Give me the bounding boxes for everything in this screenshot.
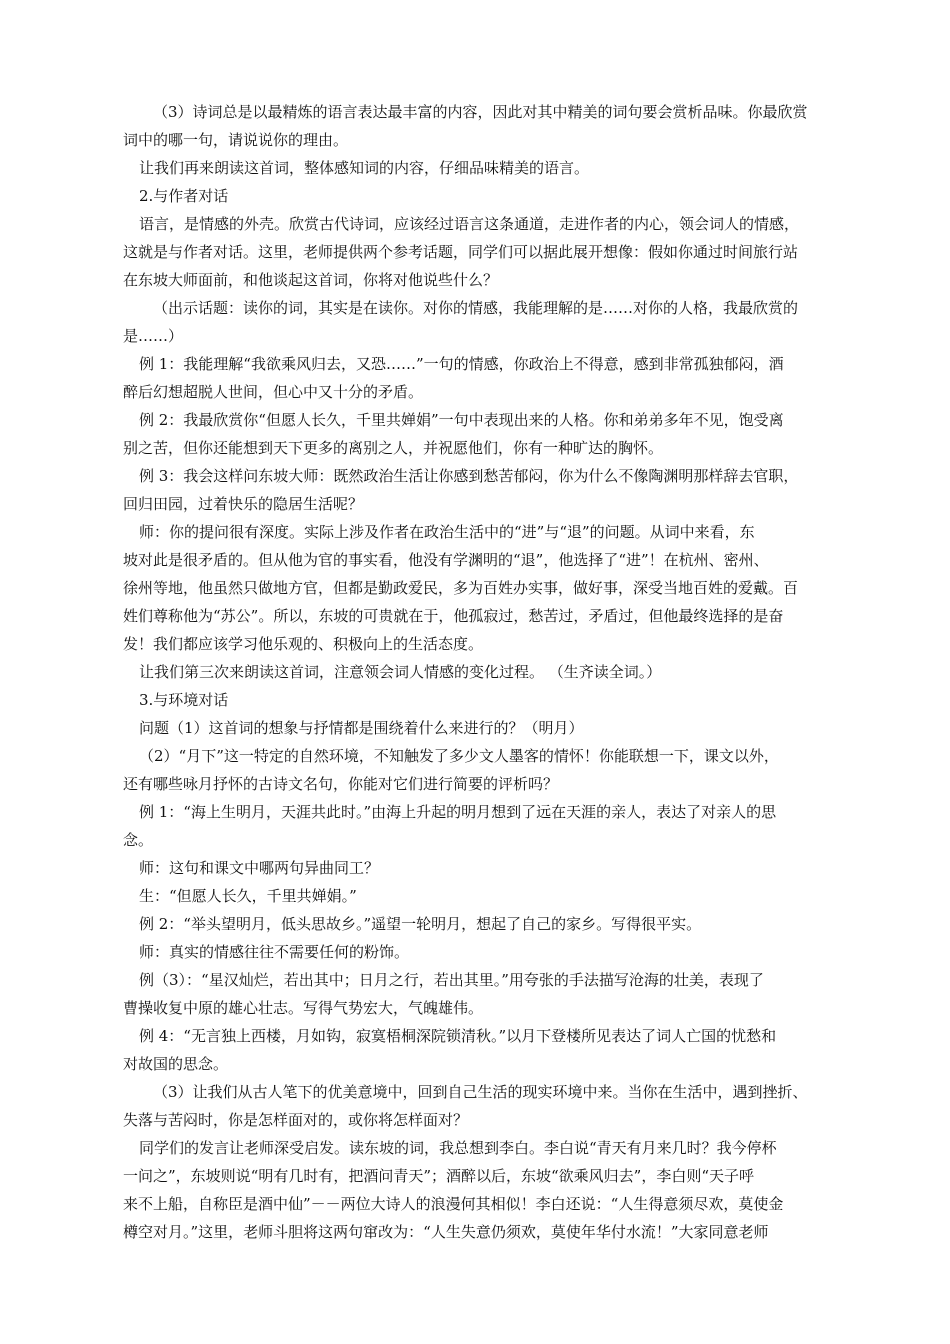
paragraph-example-1: 例 1：我能理解“我欲乘风归去，又恐……”一句的情感，你政治上不得意，感到非常孤独郁闷，酒 醉后幻想超脱人世间，但心中又十分的矛盾。 xyxy=(123,355,784,401)
paragraph-moon-example-2: 例 2：“举头望明月，低头思故乡。”遥望一轮明月，想起了自己的家乡。写得很平实。 xyxy=(139,915,702,933)
paragraph-3-appreciation-question: （3）诗词总是以最精炼的语言表达最丰富的内容，因此对其中精美的词句要会赏析品味。你最欣赏 词中的哪一句，请说说你的理由。 xyxy=(123,103,808,149)
section-heading-2: 2.与作者对话 xyxy=(139,187,229,205)
paragraph-question-3: （3）让我们从古人笔下的优美意境中，回到自己生活的现实环境中来。当你在生活中，遇到挫折、 失落与苦闷时，你是怎样面对的，或你将怎样面对？ xyxy=(123,1083,808,1129)
paragraph-moon-example-3: 例（3）：“星汉灿烂，若出其中；日月之行，若出其里。”用夸张的手法描写沧海的壮美，表现了 曹操收复中原的雄心壮志。写得气势宏大，气魄雄伟。 xyxy=(123,971,764,1017)
paragraph-dialogue-with-author: 语言，是情感的外壳。欣赏古代诗词，应该经过语言这条通道，走进作者的内心，领会词人的情感， 这就是与作者对话。这里，老师提供两个参考话题，同学们可以据此展开想像：假如你通过时间旅行站 在东坡大师面前，和他谈起这首词，你将对他说些什么？ xyxy=(123,215,800,289)
paragraph-topic-prompt: （出示话题：读你的词，其实是在读你。对你的情感，我能理解的是……对你的人格，我最欣赏的 是……） xyxy=(123,299,799,345)
paragraph-teacher-comment: 师：真实的情感往往不需要任何的粉饰。 xyxy=(139,943,410,961)
paragraph-reread-instruction: 让我们再来朗读这首词，整体感知词的内容，仔细品味精美的语言。 xyxy=(139,159,590,177)
paragraph-moon-example-1: 例 1：“海上生明月，天涯共此时。”由海上升起的明月想到了远在天涯的亲人，表达了对亲人的思 念。 xyxy=(123,803,777,849)
paragraph-question-1: 问题（1）这首词的想象与抒情都是围绕着什么来进行的？（明月） xyxy=(139,719,584,737)
section-heading-3: 3.与环境对话 xyxy=(139,691,229,709)
paragraph-teacher-question: 师：这句和课文中哪两句异曲同工？ xyxy=(139,859,380,877)
paragraph-example-3: 例 3：我会这样问东坡大师：既然政治生活让你感到愁苦郁闷，你为什么不像陶渊明那样辞去官职， 回归田园，过着快乐的隐居生活呢？ xyxy=(123,467,799,513)
paragraph-moon-example-4: 例 4：“无言独上西楼，月如钩，寂寞梧桐深院锁清秋。”以月下登楼所见表达了词人亡国的忧愁和 对故国的思念。 xyxy=(123,1027,777,1073)
paragraph-teacher-response: 师：你的提问很有深度。实际上涉及作者在政治生活中的“进”与“退”的问题。从词中来看，东 坡对此是很矛盾的。但从他为官的事实看，他没有学渊明的“退”，他选择了“进”！在杭州、密州、 徐州等地，他虽然只做地方官，但都是勤政爱民，多为百姓办实事，做好事，深受当地百姓的爱戴。百 姓们尊称他为“苏公”。所以，东坡的可贵就在于，他孤寂过，愁苦过，矛盾过，但他最终选择的是奋 发！我们都应该学习他乐观的、积极向上的生活态度。 xyxy=(123,523,799,653)
paragraph-example-2: 例 2：我最欣赏你“但愿人长久，千里共婵娟”一句中表现出来的人格。你和弟弟多年不见，饱受离 别之苦，但你还能想到天下更多的离别之人，并祝愿他们，你有一种旷达的胸怀。 xyxy=(123,411,784,457)
paragraph-student-answer: 生：“但愿人长久，千里共婵娟。” xyxy=(139,887,357,905)
paragraph-third-reading: 让我们第三次来朗读这首词，注意领会词人情感的变化过程。 （生齐读全词。） xyxy=(139,663,662,681)
paragraph-teacher-summary: 同学们的发言让老师深受启发。读东坡的词，我总想到李白。李白说“青天有月来几时？我今停杯 一问之”，东坡则说“明有几时有，把酒问青天”；酒醉以后，东坡“欲乘风归去”，李白则“天子呼 来不上船，自称臣是酒中仙”－－两位大诗人的浪漫何其相似！李白还说：“人生得意须尽欢，莫使金 樽空对月。”这里，老师斗胆将这两句窜改为：“人生失意仍须欢，莫使年华付水流！”大家同意老师 xyxy=(123,1139,784,1241)
paragraph-question-2: （2）“月下”这一特定的自然环境，不知触发了多少文人墨客的情怀！你能联想一下，课文以外， 还有哪些咏月抒怀的古诗文名句，你能对它们进行简要的评析吗？ xyxy=(123,747,779,793)
